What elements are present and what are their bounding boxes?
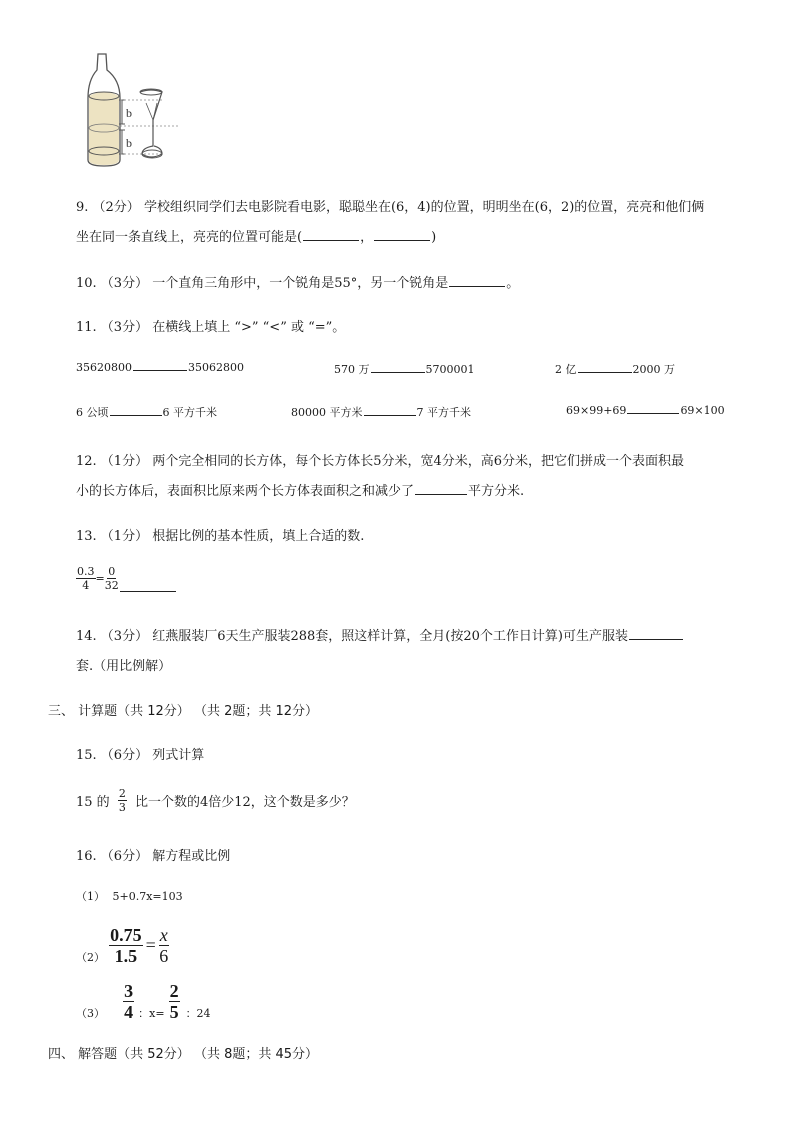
q12-line1: 12. （1分） 两个完全相同的长方体，每个长方体长5分米，宽4分米，高6分米，把它们拼成一个表面积最 — [76, 454, 685, 469]
q14-line2: 套.（用比例解） — [76, 659, 172, 674]
q11-row1-c — [555, 361, 675, 377]
q9-line2 — [76, 226, 436, 245]
q11-r1-a-left: 35620800 — [76, 361, 132, 374]
q15-fraction — [118, 788, 127, 813]
q11-r1-c-left: 2 亿 — [555, 363, 577, 376]
section-4-heading: 四、 解答题（共 52分） （共 8题；共 45分） — [48, 1047, 319, 1062]
q16-p3-tail: ：24 — [185, 1007, 211, 1020]
q11-r2-c-blank[interactable] — [627, 412, 679, 414]
q11-r1-b-left: 570 万 — [334, 363, 370, 376]
q11-r2-c-right: 69×100 — [680, 404, 725, 417]
q16-p3-fraction-2 — [169, 982, 180, 1021]
q16-p3-fraction-1 — [123, 982, 134, 1021]
q15-f-num: 2 — [118, 787, 126, 800]
q10-tail: 。 — [506, 276, 520, 291]
q11-row2-a — [76, 404, 217, 420]
q10 — [76, 272, 519, 291]
q11-r2-c-left: 69×99+69 — [566, 404, 627, 417]
q11-row2-c — [566, 404, 725, 417]
q12-unit: 平方分米. — [468, 484, 525, 499]
q10-blank[interactable] — [449, 285, 505, 287]
q9-separator: ， — [360, 230, 374, 245]
q16-part2 — [76, 926, 169, 965]
q16-p3-label: （3） — [76, 1007, 105, 1020]
q13-equals: = — [95, 572, 105, 585]
q11-r1-c-blank[interactable] — [578, 371, 632, 373]
q10-text: 10. （3分） 一个直角三角形中，一个锐角是55°，另一个锐角是 — [76, 276, 449, 291]
bottle-glass-figure — [80, 48, 190, 173]
q13-f2-den: 32 — [104, 579, 119, 592]
q11-r2-a-right: 6 平方千米 — [162, 406, 217, 419]
q14-line1-text: 14. （3分） 红燕服装厂6天生产服装288套，照这样计算，全月(按20个工作日计算)可生产服装 — [76, 629, 628, 644]
q16-p2-f2-num: x — [159, 925, 168, 945]
q11-r1-b-blank[interactable] — [371, 371, 425, 373]
q11-row1-a — [76, 361, 244, 374]
figure-label-b-top: b — [126, 106, 132, 120]
q11-r1-a-blank[interactable] — [133, 369, 187, 371]
q11-row1-b — [334, 361, 475, 377]
q16-p2-label: （2） — [76, 951, 105, 964]
q16-p2-equals: = — [145, 935, 156, 955]
section-3-heading: 三、 计算题（共 12分） （共 2题；共 12分） — [48, 704, 319, 719]
q13-proportion — [76, 566, 177, 592]
q13-blank[interactable] — [120, 590, 176, 592]
q11-r2-b-blank[interactable] — [364, 414, 416, 416]
q9-close: ) — [431, 230, 437, 245]
q11-r2-b-left: 80000 平方米 — [291, 406, 363, 419]
q11-r1-a-right: 35062800 — [188, 361, 244, 374]
q13-fraction-2 — [105, 566, 119, 591]
q13-text: 13. （1分） 根据比例的基本性质，填上合适的数. — [76, 529, 365, 544]
q12-line2 — [76, 480, 524, 499]
q15-f-den: 3 — [118, 801, 126, 814]
q16-p3-f2-den: 5 — [169, 1002, 179, 1022]
q15-text: 15. （6分） 列式计算 — [76, 748, 205, 763]
q11-r1-c-right: 2000 万 — [632, 363, 675, 376]
q13-f1-num: 0.3 — [77, 565, 95, 578]
q16-part1 — [76, 888, 183, 904]
q15-body — [76, 788, 355, 813]
q11-r2-b-right: 7 平方千米 — [416, 406, 471, 419]
q11-text: 11. （3分） 在横线上填上 “>” “<” 或 “=”。 — [76, 320, 346, 335]
q11-r2-a-left: 6 公顷 — [76, 406, 109, 419]
q15-post: 比一个数的4倍少12，这个数是多少？ — [134, 795, 355, 810]
q13-fraction-1 — [76, 566, 96, 591]
q11-row2-b — [291, 404, 471, 420]
q9-line1: 9. （2分） 学校组织同学们去电影院看电影，聪聪坐在(6，4)的位置，明明坐在(6，2)的位置，亮亮和他们俩 — [76, 200, 705, 215]
q12-line2-text: 小的长方体后，表面积比原来两个长方体表面积之和减少了 — [76, 484, 415, 499]
q9-blank-2[interactable] — [374, 239, 430, 241]
q16-p2-fraction-2 — [159, 926, 169, 965]
q13-f1-den: 4 — [82, 579, 90, 592]
q16-part3 — [76, 982, 211, 1021]
q9-blank-1[interactable] — [303, 239, 359, 241]
figure-label-b-bottom: b — [126, 136, 132, 150]
q15-pre: 15 的 — [76, 795, 110, 810]
q16-p3-f1-den: 4 — [124, 1002, 134, 1022]
q11-r1-b-right: 5700001 — [425, 363, 475, 376]
q16-text: 16. （6分） 解方程或比例 — [76, 849, 231, 864]
q16-p3-f1-num: 3 — [124, 981, 134, 1001]
q16-p3-mid: ：x= — [138, 1007, 165, 1020]
q11-r2-a-blank[interactable] — [110, 414, 162, 416]
q16-p2-f1-den: 1.5 — [114, 946, 138, 966]
q16-p2-f2-den: 6 — [159, 946, 169, 966]
q16-p1-label: （1） — [76, 890, 105, 903]
q16-p3-f2-num: 2 — [169, 981, 179, 1001]
q16-p2-fraction-1 — [109, 926, 143, 965]
q16-p1-equation: 5+0.7x=103 — [112, 890, 183, 903]
q12-blank[interactable] — [415, 493, 467, 495]
q9-line2-text: 坐在同一条直线上，亮亮的位置可能是( — [76, 230, 303, 245]
q16-p2-f1-num: 0.75 — [110, 925, 142, 945]
q14-blank[interactable] — [629, 638, 683, 640]
q14-line1 — [76, 625, 684, 644]
q13-f2-num: 0 — [108, 565, 116, 578]
